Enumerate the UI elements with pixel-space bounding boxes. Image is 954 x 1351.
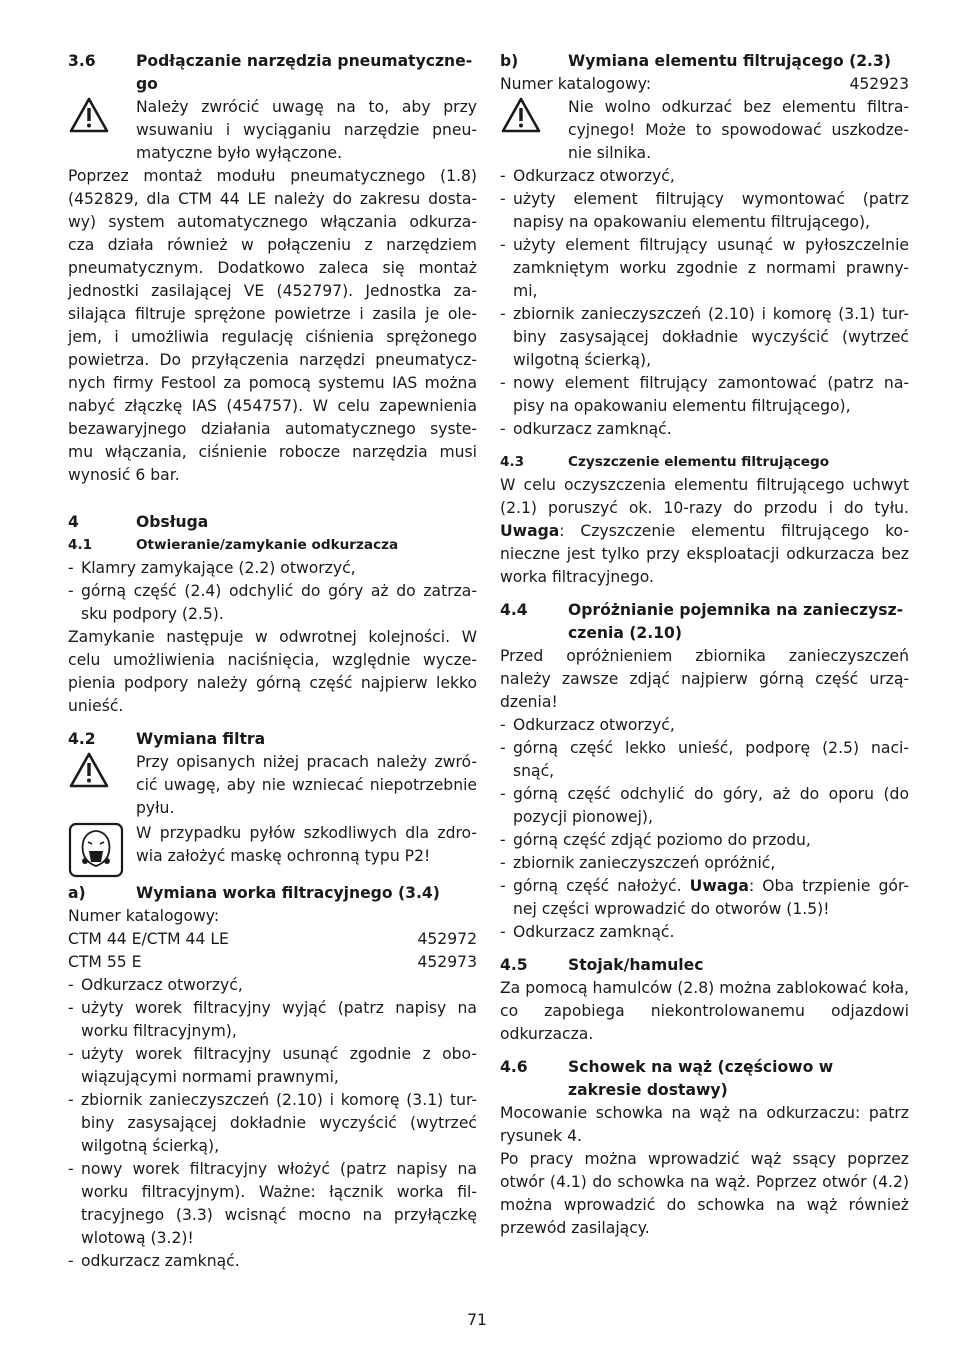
section-b-heading: [500, 50, 909, 73]
section-number: 4.1: [68, 537, 93, 553]
warning-block: [68, 96, 477, 165]
warning-text: Nie wolno odkurzać bez elementu filtra- cyjnego! Może to spowodować uszkodze- nie silnika.: [568, 98, 909, 162]
section-title: Schowek na wąż (częściowo w zakresie dostawy): [568, 1058, 834, 1099]
section-number: b): [500, 52, 519, 70]
warning-triangle-icon: [68, 96, 136, 165]
catalog-row: [68, 951, 477, 974]
section-title: Obsługa: [136, 513, 209, 531]
section-number: 4.3: [500, 454, 525, 470]
section-a-heading: [68, 882, 477, 905]
list-item: - Odkurzacz otworzyć,: [500, 167, 675, 185]
section-3-6-heading: [68, 50, 477, 96]
list-item: - Odkurzacz otworzyć,: [68, 976, 243, 994]
list-item: - górną część lekko unieść, podporę (2.5) naci- snąć,: [500, 739, 909, 780]
section-number: 4.6: [500, 1058, 528, 1076]
list-item: - odkurzacz zamknąć.: [500, 420, 672, 438]
list-item: - zbiornik zanieczyszczeń opróżnić,: [500, 854, 776, 872]
left-column: [68, 50, 477, 1273]
warning-triangle-icon: [68, 751, 136, 820]
section-4-3-body: W celu oczyszczenia elementu filtrującego uchwyt (2.1) poruszyć ok. 10-razy do przodu i do tyłu. Uwaga: Czyszczenie elementu filtrującego ko- nieczne jest tylko przy eksploatacji odkurzacza bez worka filtracyjnego.: [500, 476, 909, 586]
catalog-model: CTM 44 E/CTM 44 LE: [68, 930, 229, 948]
catalog-label: Numer katalogowy:: [68, 907, 220, 925]
section-number: a): [68, 884, 86, 902]
list-item: - odkurzacz zamknąć.: [68, 1252, 240, 1270]
warning-text: Należy zwrócić uwagę na to, aby przy wsuwaniu i wyciąganiu narzędzie pneu- matyczne było wyłączone.: [136, 98, 477, 162]
section-title: Wymiana filtra: [136, 730, 266, 748]
list-item: - górną część odchylić do góry, aż do oporu (do pozycji pionowej),: [500, 785, 909, 826]
catalog-label: Numer katalogowy:: [500, 75, 652, 93]
section-4-4-body: Przed opróżnieniem zbiornika zanieczyszczeń należy zawsze zdjąć najpierw górną część urzą- dzenia!: [500, 647, 909, 711]
section-4-2-heading: [68, 728, 477, 751]
list-item: - Klamry zamykające (2.2) otworzyć,: [68, 559, 356, 577]
warning-block: [500, 96, 909, 165]
section-title: Opróżnianie pojemnika na zanieczysz- czenia (2.10): [568, 601, 904, 642]
note-label: Uwaga: [500, 522, 560, 540]
section-number: 4.2: [68, 730, 96, 748]
mask-note-text: W przypadku pyłów szkodliwych dla zdro- wia założyć maskę ochronną typu P2!: [136, 824, 477, 865]
section-title: Podłączanie narzędzia pneumatyczne- go: [136, 52, 473, 93]
catalog-number: 452972: [417, 930, 477, 948]
warning-block: [68, 751, 477, 820]
catalog-row: [68, 928, 477, 951]
mask-note-block: [68, 822, 477, 878]
list-item: - użyty worek filtracyjny wyjąć (patrz napisy na worku filtracyjnym),: [68, 999, 477, 1040]
catalog-model: CTM 55 E: [68, 953, 142, 971]
section-number: 3.6: [68, 52, 96, 70]
section-4-6-body-1: Mocowanie schowka na wąż na odkurzaczu: patrz rysunek 4.: [500, 1104, 909, 1145]
section-number: 4: [68, 513, 79, 531]
section-4-3-heading: [500, 451, 909, 474]
section-number: 4.5: [500, 956, 528, 974]
section-4-heading: [68, 511, 477, 534]
list-item: - górną część zdjąć poziomo do przodu,: [500, 831, 811, 849]
section-4-6-heading: [500, 1056, 909, 1102]
section-4-5-heading: [500, 954, 909, 977]
section-title: Wymiana worka filtracyjnego (3.4): [136, 884, 440, 902]
list-item: - użyty element filtrujący wymontować (patrz napisy na opakowaniu elementu filtrującego),: [500, 190, 909, 231]
section-4-6-body-2: Po pracy można wprowadzić wąż ssący poprzez otwór (4.1) do schowka na wąż. Poprzez otwór (4.2) można wprowadzić do schowka na wąż również przewód zasilający.: [500, 1150, 909, 1237]
list-item: - użyty element filtrujący usunąć w pyłoszczelnie zamkniętym worku zgodnie z normami prawny- mi,: [500, 236, 909, 300]
note-label: Uwaga: [689, 877, 749, 895]
catalog-number: 452923: [849, 75, 909, 93]
section-4-1-heading: [68, 534, 477, 557]
list-item: - użyty worek filtracyjny usunąć zgodnie z obo- wiązującymi normami prawnymi,: [68, 1045, 477, 1086]
list-item: - zbiornik zanieczyszczeń (2.10) i komorę (3.1) tur- biny zasysającej dokładnie wyczyścić (wytrzeć wilgotną ścierką),: [500, 305, 909, 369]
list-item: - nowy element filtrujący zamontować (patrz na- pisy na opakowaniu elementu filtrującego),: [500, 374, 909, 415]
section-4-1-body: Zamykanie następuje w odwrotnej kolejności. W celu umożliwienia naciśnięcia, względnie wycze- pienia podpory należy górną część najpierw lekko unieść.: [68, 628, 477, 715]
catalog-row: [500, 73, 909, 96]
list-item: - górną część nałożyć. Uwaga: Oba trzpienie gór- nej części wprowadzić do otworów (1.5)!: [500, 877, 909, 918]
list-item: - górną część (2.4) odchylić do góry aż do zatrza- sku podpory (2.5).: [68, 582, 477, 623]
respirator-mask-icon: [68, 822, 136, 878]
list-item: - Odkurzacz zamknąć.: [500, 923, 675, 941]
page-number: 71: [467, 1311, 487, 1329]
list-item: - nowy worek filtracyjny włożyć (patrz napisy na worku filtracyjnym). Ważne: łącznik worka fil- tracyjnego (3.3) wcisnąć mocno na przyłączkę wlotową (3.2)!: [68, 1160, 477, 1247]
section-4-4-heading: [500, 599, 909, 645]
list-item: - zbiornik zanieczyszczeń (2.10) i komorę (3.1) tur- biny zasysającej dokładnie wyczyścić (wytrzeć wilgotną ścierką),: [68, 1091, 477, 1155]
section-title: Czyszczenie elementu filtrującego: [568, 454, 830, 470]
warning-text: Przy opisanych niżej pracach należy zwró- cić uwagę, aby nie wzniecać niepotrzebnie pyłu.: [136, 753, 477, 817]
list-item: - Odkurzacz otworzyć,: [500, 716, 675, 734]
section-title: Stojak/hamulec: [568, 956, 704, 974]
section-title: Wymiana elementu filtrującego (2.3): [568, 52, 891, 70]
catalog-number: 452973: [417, 953, 477, 971]
section-4-5-body: Za pomocą hamulców (2.8) można zablokować koła, co zapobiega niekontrolowanemu odjazdowi odkurzacza.: [500, 979, 909, 1043]
section-title: Otwieranie/zamykanie odkurzacza: [136, 537, 399, 553]
section-3-6-body: Poprzez montaż modułu pneumatycznego (1.8) (452829, dla CTM 44 LE należy do zakresu dosta- wy) system automatycznego włączania odkurza- cza działa również w połączeniu z narzędziem pneumatycznym. Dodatkowo zaleca się montaż jednostki zasilającej VE (452797). Jednostka za- silająca filtruje sprężone powietrze i zasila je ole- jem, i umożliwia regulację ciśnienia sprężonego powietrza. Do przyłączenia narzędzi pneumatycz- nych firmy Festool za pomocą systemu IAS można nabyć złączkę IAS (454757). W celu zapewnienia bezawaryjnego działania automatycznego syste- mu włączania, ciśnienie robocze narzędzia musi wynosić 6 bar.: [68, 167, 477, 484]
right-column: [500, 50, 909, 1240]
section-number: 4.4: [500, 601, 528, 619]
warning-triangle-icon: [500, 96, 568, 165]
